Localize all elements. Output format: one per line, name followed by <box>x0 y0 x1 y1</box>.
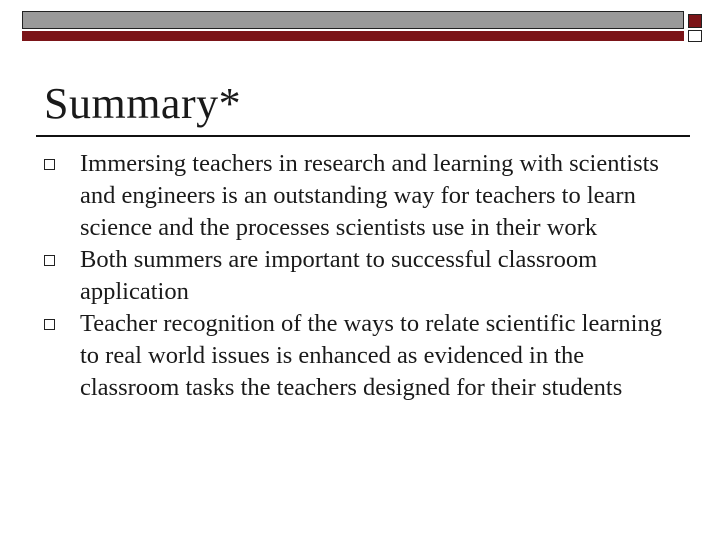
header-accent-line <box>22 31 684 41</box>
bullet-item-1 <box>42 148 682 244</box>
bullet-list <box>42 148 682 404</box>
hollow-square-icon <box>44 319 55 330</box>
corner-square-icon <box>688 14 702 28</box>
bullet-item-3 <box>42 308 682 404</box>
header-decor-bar <box>22 11 684 29</box>
bullet-text: Teacher recognition of the ways to relate scientific learning to real world issues is enhanced as evidenced in the classroom tasks the teachers designed for their students <box>80 310 662 401</box>
bullet-item-2 <box>42 244 682 308</box>
bullet-text: Immersing teachers in research and learning with scientists and engineers is an outstanding way for teachers to learn science and the processes scientists use in their work <box>80 150 659 241</box>
hollow-square-icon <box>44 255 55 266</box>
corner-square-outline-icon <box>688 30 702 42</box>
title-divider <box>36 135 690 137</box>
slide-title: Summary* <box>44 79 242 128</box>
hollow-square-icon <box>44 159 55 170</box>
bullet-text: Both summers are important to successful classroom application <box>80 246 598 305</box>
